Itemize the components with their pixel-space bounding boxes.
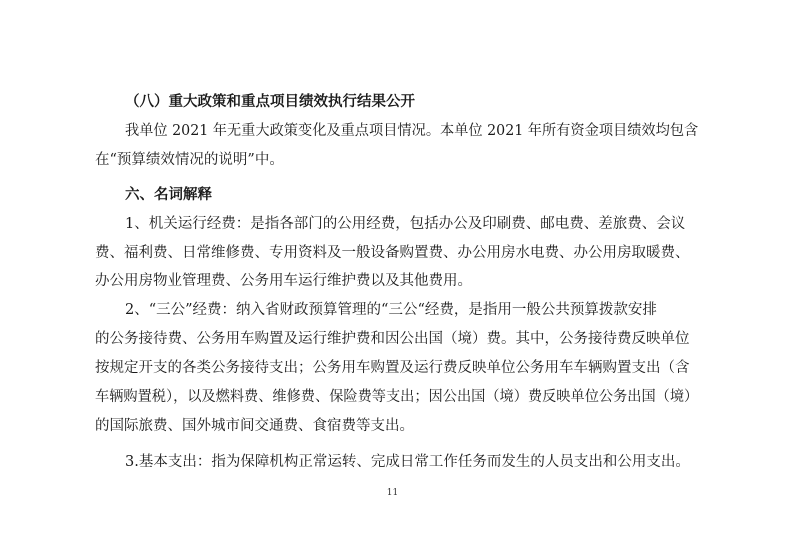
item-2-line-2: 的公务接待费、公务用车购置及运行维护费和因公出国（境）费。其中，公务接待费反映单位 <box>95 331 690 347</box>
page-number: 11 <box>386 488 399 498</box>
section-6-heading: 六、名词解释 <box>125 187 212 203</box>
item-2-line-4: 车辆购置税），以及燃料费、维修费、保险费等支出；因公出国（境）费反映单位公务出国（境） <box>95 389 699 405</box>
item-2-line-5: 的国际旅费、国外城市间交通费、食宿费等支出。 <box>95 418 414 434</box>
item-1-line-3: 办公用房物业管理费、公务用车运行维护费以及其他费用。 <box>95 273 472 289</box>
item-2-line-3: 按规定开支的各类公务接待支出；公务用车购置及运行费反映单位公务用车车辆购置支出（含 <box>95 360 690 376</box>
item-1-line-2: 费、福利费、日常维修费、专用资料及一般设备购置费、办公用房水电费、办公用房取暖费、 <box>95 245 690 261</box>
item-1-line-1: 1、机关运行经费：是指各部门的公用经费，包括办公及印刷费、邮电费、差旅费、会议 <box>125 216 686 232</box>
item-3-line-1: 3.基本支出：指为保障机构正常运转、完成日常工作任务而发生的人员支出和公用支出。 <box>125 454 690 470</box>
section-8-heading: （八）重大政策和重点项目绩效执行结果公开 <box>125 94 415 110</box>
section-8-line-2: 在“预算绩效情况的说明”中。 <box>95 152 284 168</box>
section-8-line-1: 我单位 2021 年无重大政策变化及重点项目情况。本单位 2021 年所有资金项目绩效均包含 <box>125 123 699 139</box>
item-2-line-1: 2、“三公”经费：纳入省财政预算管理的“三公“经费，是指用一般公共预算拨款安排 <box>125 302 657 318</box>
